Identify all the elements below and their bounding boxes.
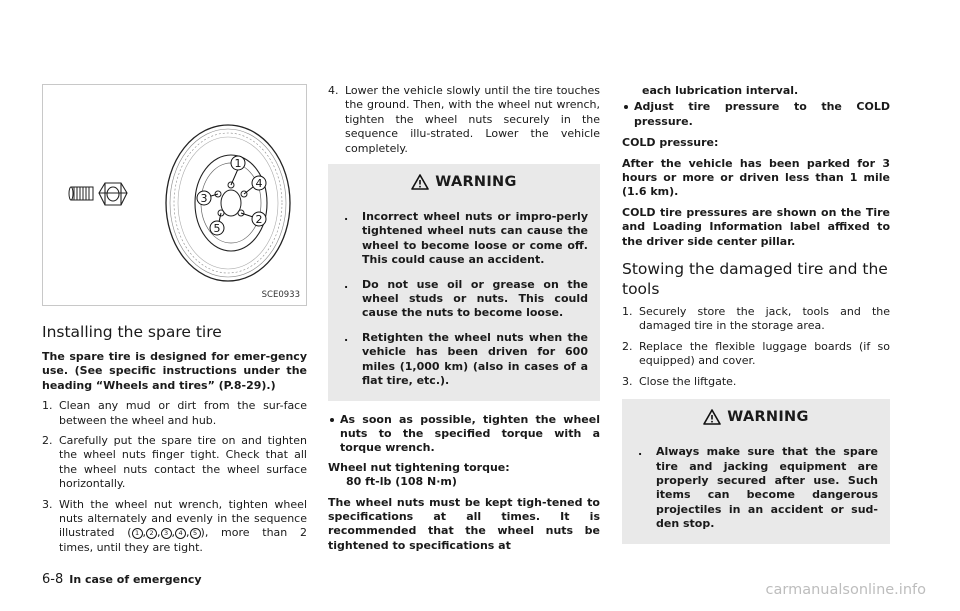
cold-pressure-note: COLD tire pressures are shown on the Tire and Loading Information label affixed to the driver side center pillar.	[622, 205, 890, 248]
wheel-nut-figure	[42, 84, 307, 306]
step-3: 3. With the wheel nut wrench, tighten wheel nuts alternately and evenly in the sequence illustrated ( 1 , 2 , 3 , 4 , 5 ), more than 2 times, until they are tight.	[42, 497, 307, 554]
figure-code: SCE0933	[261, 290, 300, 300]
svg-text:1: 1	[234, 157, 242, 170]
warning-header: WARNING	[634, 399, 878, 435]
warning-item: . Retighten the wheel nuts when the vehicle has been driven for 600 miles (1,000 km) (also in cases of a flat tire, etc.).	[344, 330, 588, 388]
column-middle	[328, 84, 600, 553]
seq-circle-1: 1	[132, 528, 143, 539]
torque-label: Wheel nut tightening torque:	[328, 460, 510, 474]
warning-triangle-icon	[411, 174, 429, 190]
step-1: 1. Clean any mud or dirt from the sur-face between the wheel and hub.	[42, 399, 307, 427]
stow-step-1: 1. Securely store the jack, tools and the damaged tire in the storage area.	[622, 305, 890, 333]
warning-item: . Do not use oil or grease on the wheel studs or nuts. This could cause the nuts to become loose.	[344, 277, 588, 320]
step-4: 4. Lower the vehicle slowly until the tire touches the ground. Then, with the wheel nut wrench, tighten the wheel nuts securely in the sequence illu-strated. Lower the vehicle completely.	[328, 84, 600, 155]
seq-circle-3: 3	[161, 528, 172, 539]
kept-tight-paragraph: The wheel nuts must be kept tigh-tened to specifications at all times. It is recommended that the wheel nuts be tightened to specifications at	[328, 495, 600, 552]
site-watermark: carmanualsonline.info	[765, 582, 926, 598]
column-left	[42, 84, 307, 561]
seq-circle-2: 2	[146, 528, 157, 539]
tire-and-wheel-nut-illustration	[43, 85, 308, 307]
seq-circle-4: 4	[175, 528, 186, 539]
stow-step-3: 3. Close the liftgate.	[622, 374, 737, 388]
warning-box-wheel-nuts	[328, 164, 600, 400]
seq-circle-5: 5	[190, 528, 201, 539]
section-name: In case of emergency	[69, 573, 202, 586]
bullet-tighten-torque: As soon as possible, tighten the wheel nuts to the specified torque with a torque wrench.	[328, 413, 600, 456]
wheel-stud-drawing	[69, 187, 93, 200]
section-heading-installing: Installing the spare tire	[42, 323, 222, 341]
section-heading-stowing: Stowing the damaged tire and the tools	[622, 260, 888, 299]
page-number: 6-8	[42, 572, 64, 587]
stow-step-2: 2. Replace the flexible luggage boards (if so equipped) and cover.	[622, 339, 890, 368]
svg-text:3: 3	[200, 192, 208, 205]
svg-text:5: 5	[213, 222, 221, 235]
wheel-nut-drawing	[99, 183, 127, 205]
svg-text:2: 2	[255, 213, 263, 226]
warning-item: . Incorrect wheel nuts or impro-perly tightened wheel nuts can cause the wheel to become loose or come off. This could cause an accident.	[344, 210, 588, 267]
warning-header: WARNING	[340, 164, 588, 200]
tire-drawing	[166, 125, 290, 281]
bullet-adjust-pressure: Adjust tire pressure to the COLD pressure.	[622, 100, 890, 129]
warning-item: . Always make sure that the spare tire and jacking equipment are properly secured after use. Such items can become dangerous projectiles in an accident or sud-den stop.	[638, 445, 878, 531]
cold-pressure-definition: After the vehicle has been parked for 3 hours or more or driven less than 1 mile (1.6 km).	[622, 156, 890, 199]
torque-value: 80 ft-lb (108 N·m)	[346, 475, 457, 489]
continued-text: each lubrication interval.	[642, 84, 799, 97]
step-2: 2. Carefully put the spare tire on and tighten the wheel nuts finger tight. Check that all the wheel nuts contact the wheel surface horizontally.	[42, 434, 307, 491]
warning-triangle-icon	[703, 409, 721, 425]
cold-pressure-label: COLD pressure:	[622, 136, 719, 150]
svg-text:4: 4	[255, 177, 263, 190]
page-footer	[42, 572, 202, 587]
intro-paragraph: The spare tire is designed for emer-gency use. (See specific instructions under the heading “Wheels and tires” (P.8-29).)	[42, 350, 307, 392]
warning-box-secure-equipment	[622, 399, 890, 543]
column-right	[622, 84, 890, 544]
